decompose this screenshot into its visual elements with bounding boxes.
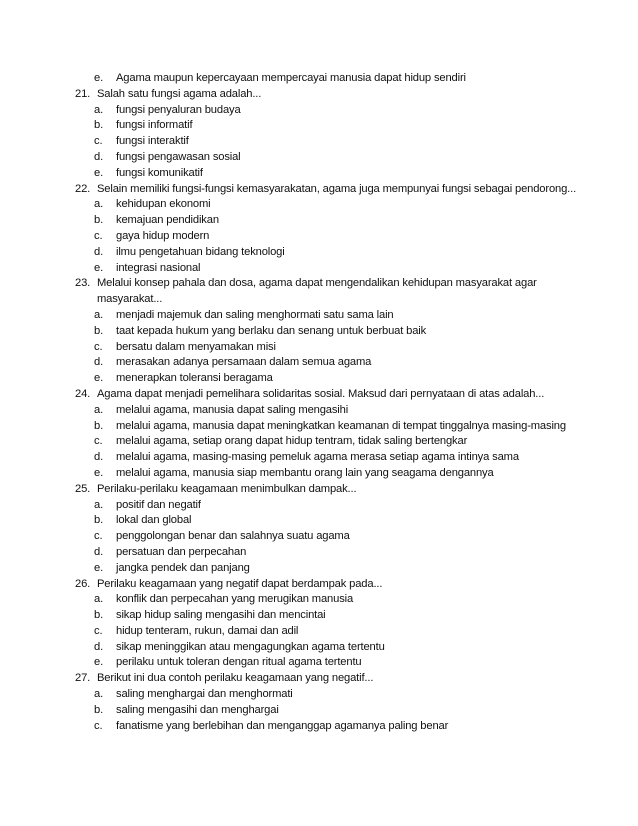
option-text: melalui agama, masing-masing pemeluk agama merasa setiap agama intinya sama: [116, 451, 519, 464]
option-text: melalui agama, manusia dapat saling mengasihi: [116, 403, 349, 416]
question-text-continuation: [75, 292, 595, 308]
option-text: fungsi informatif: [116, 119, 193, 132]
option-text: bersatu dalam menyamakan misi: [116, 340, 276, 353]
option-text: merasakan adanya persamaan dalam semua agama: [116, 356, 372, 369]
option-letter: b.: [94, 119, 104, 132]
option-letter: d.: [94, 356, 104, 369]
question-text: Selain memiliki fungsi-fungsi kemasyarakatan, agama juga mempunyai fungsi sebagai pendorong...: [97, 182, 577, 195]
option-letter: e.: [94, 466, 104, 479]
answer-option: [75, 403, 595, 419]
answer-option: [75, 513, 595, 529]
answer-option: [75, 308, 595, 324]
option-text: saling mengasihi dan menghargai: [116, 703, 279, 716]
option-letter: e.: [94, 166, 104, 179]
answer-option: [75, 719, 595, 735]
option-letter: b.: [94, 609, 104, 622]
option-letter: e.: [94, 261, 104, 274]
option-letter: c.: [94, 435, 103, 448]
answer-option: [75, 197, 595, 213]
answer-option: [75, 371, 595, 387]
option-letter: d.: [94, 150, 104, 163]
answer-option: [75, 355, 595, 371]
question-stem: [75, 577, 595, 593]
option-text: menjadi majemuk dan saling menghormati satu sama lain: [116, 308, 394, 321]
option-text: sikap hidup saling mengasihi dan mencintai: [116, 609, 326, 622]
question-number: 23.: [75, 277, 91, 290]
option-letter: d.: [94, 451, 104, 464]
question-stem: [75, 387, 595, 403]
question-number: 26.: [75, 577, 91, 590]
lead-option: [75, 71, 595, 87]
answer-option: [75, 450, 595, 466]
option-letter: a.: [94, 308, 104, 321]
answer-option: [75, 655, 595, 671]
answer-option: [75, 213, 595, 229]
question-text: Perilaku-perilaku keagamaan menimbulkan dampak...: [97, 482, 357, 495]
answer-option: [75, 166, 595, 182]
option-text: fungsi komunikatif: [116, 166, 203, 179]
answer-option: [75, 261, 595, 277]
answer-option: [75, 545, 595, 561]
option-text: sikap meninggikan atau mengagungkan agama tertentu: [116, 640, 385, 653]
answer-option: [75, 229, 595, 245]
option-letter: e.: [94, 656, 104, 669]
option-letter: d.: [94, 245, 104, 258]
option-text: jangka pendek dan panjang: [116, 561, 250, 574]
question-text: Agama dapat menjadi pemelihara solidaritas sosial. Maksud dari pernyataan di atas adalah...: [97, 387, 545, 400]
question-number: 25.: [75, 482, 91, 495]
answer-option: [75, 624, 595, 640]
question-number: 21.: [75, 87, 91, 100]
option-text: melalui agama, setiap orang dapat hidup tentram, tidak saling bertengkar: [116, 435, 468, 448]
option-text: fanatisme yang berlebihan dan menganggap agamanya paling benar: [116, 719, 449, 732]
question-list: [75, 71, 595, 734]
answer-option: [75, 561, 595, 577]
option-letter: c.: [94, 530, 103, 543]
answer-option: [75, 434, 595, 450]
answer-option: [75, 150, 595, 166]
option-text: konflik dan perpecahan yang merugikan manusia: [116, 593, 354, 606]
option-text: hidup tenteram, rukun, damai dan adil: [116, 624, 299, 637]
answer-option: [75, 134, 595, 150]
option-text: kemajuan pendidikan: [116, 214, 219, 227]
option-text: fungsi pengawasan sosial: [116, 150, 241, 163]
option-letter: a.: [94, 688, 104, 701]
option-letter: c.: [94, 135, 103, 148]
option-letter: c.: [94, 719, 103, 732]
answer-option: [75, 608, 595, 624]
answer-option: [75, 466, 595, 482]
option-letter: c.: [94, 624, 103, 637]
option-text: persatuan dan perpecahan: [116, 545, 247, 558]
answer-option: [75, 118, 595, 134]
option-text: Agama maupun kepercayaan mempercayai manusia dapat hidup sendiri: [116, 72, 466, 84]
answer-option: [75, 640, 595, 656]
question-text: Melalui konsep pahala dan dosa, agama dapat mengendalikan kehidupan masyarakat agar: [97, 277, 537, 290]
answer-option: [75, 592, 595, 608]
option-letter: b.: [94, 324, 104, 337]
option-letter: b.: [94, 703, 104, 716]
option-text: ilmu pengetahuan bidang teknologi: [116, 245, 285, 258]
option-letter: a.: [94, 403, 104, 416]
option-text: kehidupan ekonomi: [116, 198, 211, 211]
answer-option: [75, 103, 595, 119]
option-text: lokal dan global: [116, 514, 192, 527]
option-letter: b.: [94, 214, 104, 227]
answer-option: [75, 703, 595, 719]
question-stem: [75, 671, 595, 687]
answer-option: [75, 498, 595, 514]
option-text: perilaku untuk toleran dengan ritual agama tertentu: [116, 656, 362, 669]
option-letter: a.: [94, 593, 104, 606]
answer-option: [75, 324, 595, 340]
question-number: 22.: [75, 182, 91, 195]
answer-option: [75, 419, 595, 435]
answer-option: [75, 687, 595, 703]
question-number: 24.: [75, 387, 91, 400]
option-letter: a.: [94, 103, 104, 116]
option-letter: d.: [94, 640, 104, 653]
option-text: fungsi penyaluran budaya: [116, 103, 241, 116]
option-text: penggolongan benar dan salahnya suatu agama: [116, 530, 350, 543]
option-text: saling menghargai dan menghormati: [116, 688, 293, 701]
question-text: masyarakat...: [97, 293, 163, 306]
question-text: Berikut ini dua contoh perilaku keagamaan yang negatif...: [97, 672, 374, 685]
answer-option: [75, 245, 595, 261]
option-letter: a.: [94, 198, 104, 211]
question-text: Perilaku keagamaan yang negatif dapat berdampak pada...: [97, 577, 383, 590]
option-letter: e.: [94, 72, 104, 84]
option-text: melalui agama, manusia dapat meningkatkan keamanan di tempat tinggalnya masing-masing: [116, 419, 566, 432]
option-text: integrasi nasional: [116, 261, 201, 274]
answer-option: [75, 529, 595, 545]
option-letter: b.: [94, 514, 104, 527]
option-letter: d.: [94, 545, 104, 558]
option-text: gaya hidup modern: [116, 229, 210, 242]
option-letter: a.: [94, 498, 104, 511]
option-text: taat kepada hukum yang berlaku dan senang untuk berbuat baik: [116, 324, 427, 337]
option-text: positif dan negatif: [116, 498, 201, 511]
question-stem: [75, 182, 595, 198]
option-letter: e.: [94, 372, 104, 385]
option-letter: e.: [94, 561, 104, 574]
question-number: 27.: [75, 672, 91, 685]
option-letter: c.: [94, 229, 103, 242]
option-letter: c.: [94, 340, 103, 353]
question-text: Salah satu fungsi agama adalah...: [97, 87, 262, 100]
option-letter: b.: [94, 419, 104, 432]
question-stem: [75, 276, 595, 292]
option-text: menerapkan toleransi beragama: [116, 372, 273, 385]
option-text: fungsi interaktif: [116, 135, 189, 148]
question-stem: [75, 87, 595, 103]
question-stem: [75, 482, 595, 498]
answer-option: [75, 340, 595, 356]
option-text: melalui agama, manusia siap membantu orang lain yang seagama dengannya: [116, 466, 494, 479]
